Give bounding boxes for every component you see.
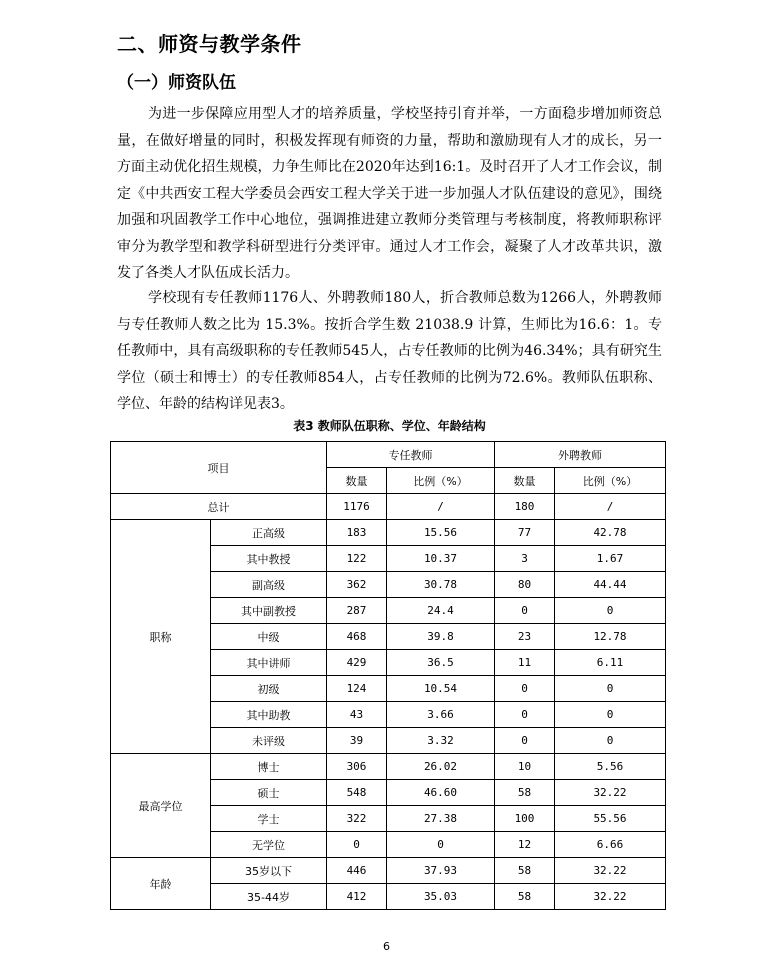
cell-ex-count: 11 [495,650,555,676]
row-label: 博士 [211,754,327,780]
table-row-total [111,494,666,520]
cell-ex-ratio: 32.22 [555,780,666,806]
row-label: 初级 [211,676,327,702]
cell-ex-ratio: 32.22 [555,858,666,884]
cell-ex-count: 0 [495,728,555,754]
cell-ft-ratio: 37.93 [387,858,495,884]
row-label: 其中助教 [211,702,327,728]
cell-ft-count: 43 [327,702,387,728]
header-fulltime: 专任教师 [327,442,495,468]
row-label: 未评级 [211,728,327,754]
cell-ex-ratio: 0 [555,728,666,754]
cell-ft-count: 183 [327,520,387,546]
table-row [111,520,666,546]
cell-ex-count: 58 [495,858,555,884]
cell-ft-count: 122 [327,546,387,572]
row-label: 副高级 [211,572,327,598]
cell-ex-ratio: 42.78 [555,520,666,546]
cell-ex-count: 23 [495,624,555,650]
total-ft-ratio: / [387,494,495,520]
header-item: 项目 [111,442,327,494]
cell-ex-ratio: 0 [555,598,666,624]
cell-ft-count: 306 [327,754,387,780]
table-caption: 表3 教师队伍职称、学位、年龄结构 [293,419,486,433]
cell-ex-ratio: 0 [555,702,666,728]
cell-ex-count: 100 [495,806,555,832]
paragraph-1: 为进一步保障应用型人才的培养质量，学校坚持引育并举，一方面稳步增加师资总量，在做好增量的同时，积极发挥现有师资的力量，帮助和激励现有人才的成长，另一方面主动优化招生规模，力争生师比在2020年达到16:1。及时召开了人才工作会议，制定《中共西安工程大学委员会西安工程大学关于进一步加强人才队伍建设的意见》，围绕加强和巩固教学工作中心地位，强调推进建立教师分类管理与考核制度，将教师职称评审分为教学型和教学科研型进行分类评审。通过人才工作会，凝聚了人才改革共识，激发了各类人才队伍成长活力。 [117,106,662,281]
row-label: 学士 [211,806,327,832]
header-ft-count: 数量 [327,468,387,494]
cell-ft-count: 362 [327,572,387,598]
row-label: 35-44岁 [211,884,327,910]
cell-ft-count: 468 [327,624,387,650]
row-label: 无学位 [211,832,327,858]
cell-ft-count: 446 [327,858,387,884]
cell-ft-count: 429 [327,650,387,676]
group-label: 年龄 [111,858,211,910]
cell-ex-ratio: 1.67 [555,546,666,572]
cell-ft-ratio: 24.4 [387,598,495,624]
cell-ex-ratio: 0 [555,676,666,702]
row-label: 其中讲师 [211,650,327,676]
cell-ft-count: 0 [327,832,387,858]
cell-ex-count: 3 [495,546,555,572]
cell-ex-ratio: 5.56 [555,754,666,780]
header-ex-count: 数量 [495,468,555,494]
cell-ft-ratio: 46.60 [387,780,495,806]
cell-ex-count: 0 [495,702,555,728]
cell-ft-ratio: 10.54 [387,676,495,702]
table-header-row [111,442,666,468]
cell-ft-ratio: 10.37 [387,546,495,572]
total-label: 总计 [111,494,327,520]
cell-ft-count: 287 [327,598,387,624]
cell-ex-count: 58 [495,780,555,806]
row-label: 35岁以下 [211,858,327,884]
row-label: 正高级 [211,520,327,546]
header-ft-ratio: 比例（%） [387,468,495,494]
cell-ex-count: 0 [495,676,555,702]
cell-ex-ratio: 6.11 [555,650,666,676]
cell-ft-ratio: 26.02 [387,754,495,780]
row-label: 硕士 [211,780,327,806]
cell-ft-count: 412 [327,884,387,910]
table-row [111,858,666,884]
cell-ex-count: 12 [495,832,555,858]
row-label: 其中副教授 [211,598,327,624]
cell-ex-ratio: 6.66 [555,832,666,858]
total-ex-count: 180 [495,494,555,520]
cell-ft-count: 39 [327,728,387,754]
total-ft-count: 1176 [327,494,387,520]
group-label: 最高学位 [111,754,211,858]
cell-ex-count: 80 [495,572,555,598]
row-label: 其中教授 [211,546,327,572]
group-label: 职称 [111,520,211,754]
cell-ex-count: 58 [495,884,555,910]
cell-ex-count: 10 [495,754,555,780]
faculty-structure-table [110,441,666,910]
cell-ft-ratio: 3.32 [387,728,495,754]
cell-ft-count: 322 [327,806,387,832]
cell-ft-ratio: 39.8 [387,624,495,650]
page-number: 6 [383,940,390,953]
subsection-heading: （一）师资队伍 [117,73,236,93]
cell-ft-ratio: 30.78 [387,572,495,598]
table-row [111,754,666,780]
cell-ex-count: 0 [495,598,555,624]
row-label: 中级 [211,624,327,650]
cell-ft-count: 548 [327,780,387,806]
total-ex-ratio: / [555,494,666,520]
header-ex-ratio: 比例（%） [555,468,666,494]
header-external: 外聘教师 [495,442,666,468]
paragraph-2: 学校现有专任教师1176人、外聘教师180人，折合教师总数为1266人，外聘教师与专任教师人数之比为 15.3%。按折合学生数 21038.9 计算，生师比为16.6：1。专任教师中，具有高级职称的专任教师545人，占专任教师的比例为46.34%；具有研究生学位（硕士和博士）的专任教师854人，占专任教师的比例为72.6%。教师队伍职称、学位、年龄的结构详见表3。 [117,290,662,412]
cell-ft-ratio: 36.5 [387,650,495,676]
cell-ft-ratio: 3.66 [387,702,495,728]
cell-ft-ratio: 35.03 [387,884,495,910]
cell-ex-ratio: 12.78 [555,624,666,650]
cell-ft-ratio: 27.38 [387,806,495,832]
cell-ft-ratio: 15.56 [387,520,495,546]
cell-ex-count: 77 [495,520,555,546]
cell-ft-ratio: 0 [387,832,495,858]
cell-ex-ratio: 32.22 [555,884,666,910]
section-heading: 二、师资与教学条件 [117,32,302,56]
cell-ft-count: 124 [327,676,387,702]
cell-ex-ratio: 55.56 [555,806,666,832]
cell-ex-ratio: 44.44 [555,572,666,598]
